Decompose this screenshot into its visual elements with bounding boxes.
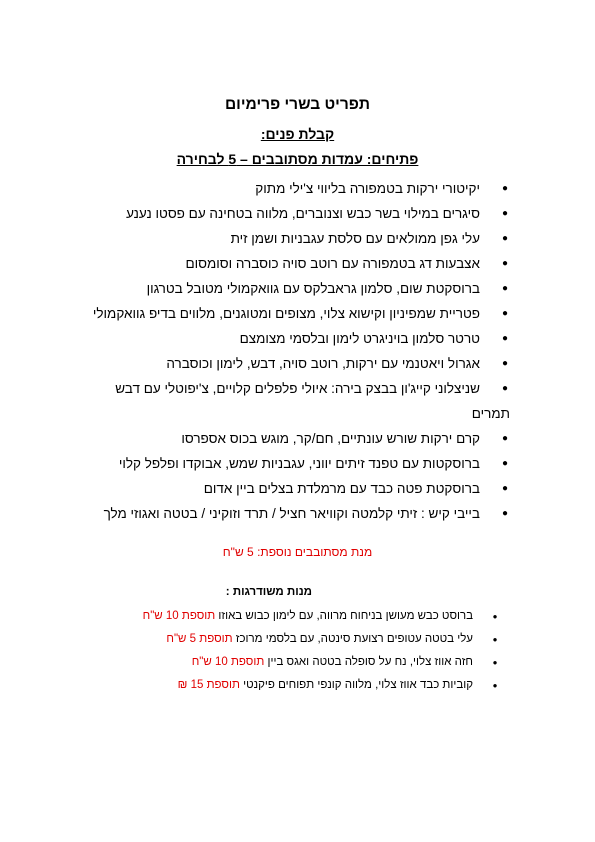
bullet-icon: ● [501,308,509,319]
bullet-icon: ● [501,183,509,194]
bullet-icon: ● [501,258,509,269]
list-item [80,476,510,501]
bullet-icon: ● [501,233,509,244]
price-tag: תוספת 10 ש"ח [142,610,216,622]
menu-title: תפריט בשרי פרימיום [225,96,370,113]
list-item [80,326,510,351]
upgrades-list [80,605,500,697]
bullet-icon: ● [501,483,509,494]
item-text: יקיטורי ירקות בטמפורה בליווי צ'ילי מתוק [255,181,480,196]
bullet-icon: ● [492,612,498,621]
item-text: עלי גפן ממולאים עם סלסת עגבניות ושמן זית [230,231,480,246]
item-text: בייבי קיש : זיתי קלמטה וקוויאר חציל / תרד וזוקיני / בטטה ואגוזי מלך [103,506,480,521]
item-text: ברוסט כבש מעושן בניחוח מרווה, עם לימון כבוש באוזו [215,610,473,622]
bullet-icon: ● [501,508,509,519]
item-text: קוביות כבד אווז צלוי, מלווה קונפי תפוחים פיקנטי [239,679,473,691]
list-item [80,426,510,451]
item-text: ברוסקטת שום, סלמון גראבלקס עם גוואקמולי מטובל בטרגון [146,281,480,296]
bullet-icon: ● [501,208,509,219]
bullet-icon: ● [501,433,509,444]
item-text-continuation: תמרים [471,406,510,421]
bullet-icon: ● [492,635,498,644]
list-item [80,301,510,326]
upgrades-heading: מנות משודרגות : [225,586,312,598]
bullet-icon: ● [501,383,509,394]
item-text: שניצלוני קייג'ון בבצק בירה: איולי פלפלים קלויים, צ'יפוטלי עם דבש [115,381,480,396]
item-text: טרטר סלמון בויניגרט לימון ובלסמי מצומצם [239,331,480,346]
starters-list [80,176,510,526]
extra-serving-note: מנת מסתובבים נוספת: 5 ש"ח [222,545,373,559]
item-text: קרם ירקות שורש עונתיים, חם/קר, מוגש בכוס אספרסו [181,431,480,446]
item-text: חזה אווז צלוי, נח על סופלה בטטה ואגס ביין [264,656,473,668]
list-item [80,351,510,376]
bullet-icon: ● [501,333,509,344]
item-text: עלי בטטה עטופים רצועת סינטה, עם בלסמי מרוכז [232,633,473,645]
item-text: אצבעות דג בטמפורה עם רוטב סויה כוסברה וסומסום [185,256,480,271]
bullet-icon: ● [501,283,509,294]
price-tag: תוספת 5 ש"ח [166,633,233,645]
bullet-icon: ● [501,458,509,469]
list-item [80,176,510,201]
item-text: סיגרים במילוי בשר כבש וצנוברים, מלווה בטחינה עם פסטו נענע [126,206,480,221]
list-item [80,376,510,426]
list-item [80,674,500,697]
price-tag: תוספת 15 ₪ [177,679,240,691]
bullet-icon: ● [501,358,509,369]
bullet-icon: ● [492,681,498,690]
list-item [80,276,510,301]
item-text: פטריית שמפיניון וקישוא צלוי, מצופים ומטוגנים, מלווים בדיפ גוואקמולי [92,306,480,321]
list-item [80,451,510,476]
list-item [80,226,510,251]
starters-heading: פתיחים: עמדות מסתובבים – 5 לבחירה [176,151,419,167]
list-item [80,501,510,526]
list-item [80,201,510,226]
list-item [80,651,500,674]
item-text: ברוסקטות עם טפנד זיתים יווני, עגבניות שמש, אבוקדו ופלפל קלוי [118,456,480,471]
price-tag: תוספת 10 ש"ח [191,656,265,668]
item-text: אגרול ויאטנמי עם ירקות, רוטב סויה, דבש, לימון וכוסברה [166,356,480,371]
bullet-icon: ● [492,658,498,667]
list-item [80,251,510,276]
reception-heading: קבלת פנים: [260,126,335,142]
list-item [80,628,500,651]
list-item [80,605,500,628]
item-text: ברוסקטת פטה כבד עם מרמלדת בצלים ביין אדום [203,481,480,496]
